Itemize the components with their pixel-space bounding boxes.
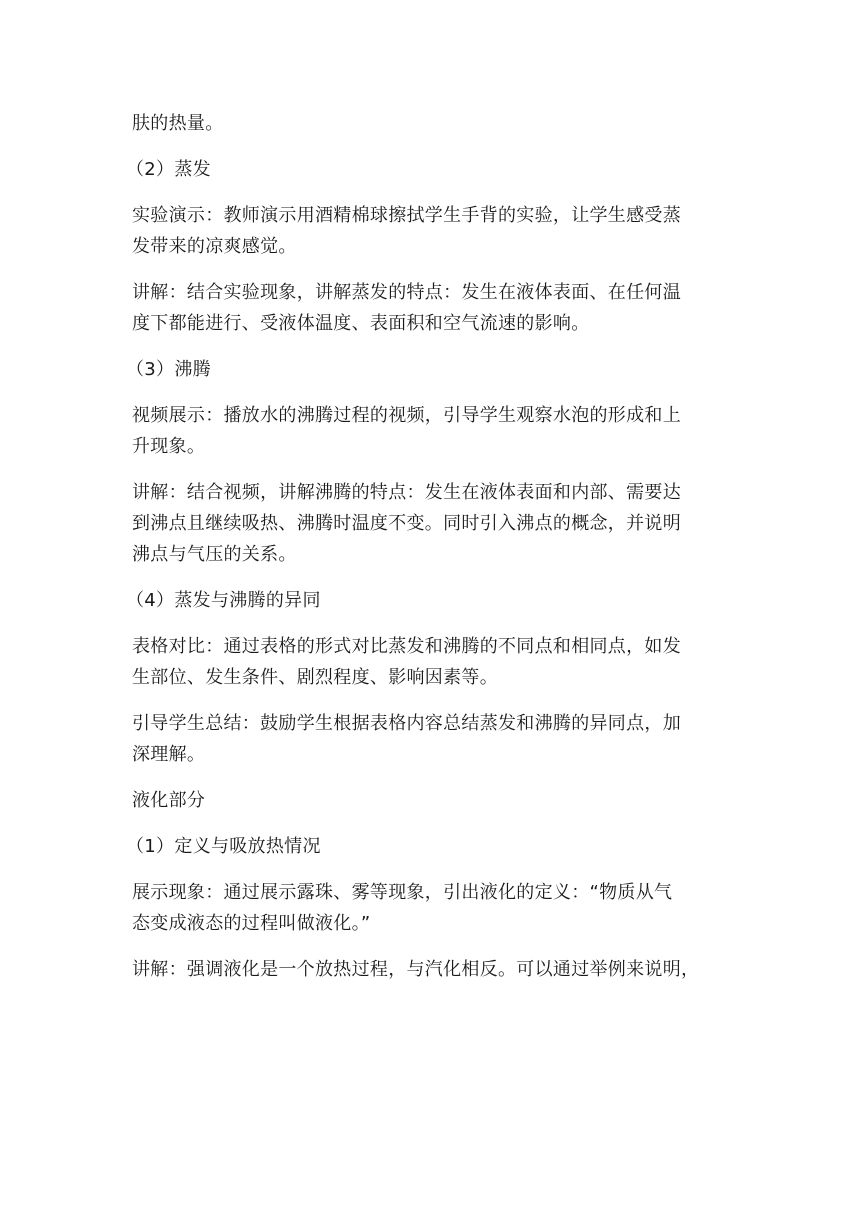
- paragraph-line: 升现象。: [132, 436, 206, 457]
- paragraph-line: 讲解：结合实验现象，讲解蒸发的特点：发生在液体表面、在任何温: [132, 282, 681, 303]
- paragraph-line: 生部位、发生条件、剧烈程度、影响因素等。: [132, 667, 498, 688]
- section-heading-definition: （1）定义与吸放热情况: [126, 836, 321, 857]
- paragraph-line: 引导学生总结：鼓励学生根据表格内容总结蒸发和沸腾的异同点，加: [132, 713, 681, 734]
- paragraph-line: 度下都能进行、受液体温度、表面积和空气流速的影响。: [132, 313, 590, 334]
- section-heading-evaporation: （2）蒸发: [126, 159, 211, 180]
- section-heading-boiling: （3）沸腾: [126, 359, 211, 380]
- paragraph-line: 实验演示：教师演示用酒精棉球擦拭学生手背的实验，让学生感受蒸: [132, 205, 681, 226]
- paragraph-line: 表格对比：通过表格的形式对比蒸发和沸腾的不同点和相同点，如发: [132, 636, 681, 657]
- section-heading-comparison: （4）蒸发与沸腾的异同: [126, 590, 321, 611]
- paragraph-line: 肤的热量。: [132, 113, 224, 134]
- paragraph-line: 发带来的凉爽感觉。: [132, 236, 297, 257]
- paragraph-line: 到沸点且继续吸热、沸腾时温度不变。同时引入沸点的概念，并说明: [132, 513, 681, 534]
- section-title-liquefaction: 液化部分: [132, 790, 206, 811]
- paragraph-line: 讲解：结合视频，讲解沸腾的特点：发生在液体表面和内部、需要达: [132, 482, 681, 503]
- paragraph-line: 态变成液态的过程叫做液化。”: [132, 913, 371, 934]
- paragraph-line: 沸点与气压的关系。: [132, 544, 297, 565]
- document-body: [126, 108, 732, 985]
- paragraph-line: 深理解。: [132, 744, 206, 765]
- paragraph-line: 视频展示：播放水的沸腾过程的视频，引导学生观察水泡的形成和上: [132, 405, 681, 426]
- paragraph-line: 展示现象：通过展示露珠、雾等现象，引出液化的定义：“物质从气: [132, 882, 673, 903]
- paragraph-line: 讲解：强调液化是一个放热过程，与汽化相反。可以通过举例来说明，: [132, 959, 700, 980]
